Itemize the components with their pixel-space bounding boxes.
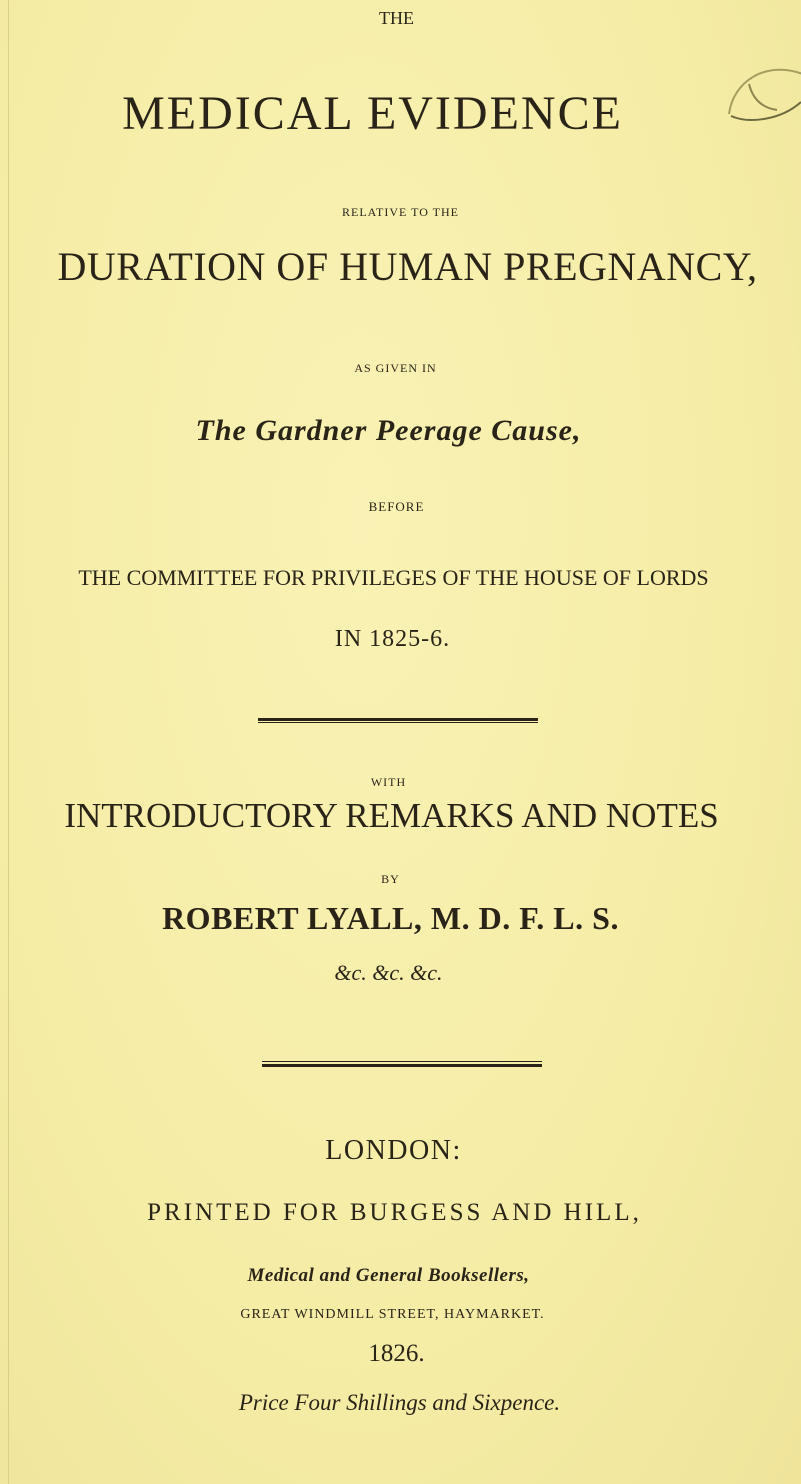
price-line: Price Four Shillings and Sixpence.	[238, 1390, 561, 1415]
title-article: THE	[379, 8, 414, 28]
imprint-publisher: PRINTED FOR BURGESS AND HILL,	[147, 1199, 642, 1226]
imprint-city: LONDON:	[325, 1135, 462, 1166]
case-name: The Gardner Peerage Cause,	[195, 414, 582, 447]
imprint-year: 1826.	[368, 1340, 425, 1367]
with-label: WITH	[370, 775, 407, 789]
page-edge-line	[8, 0, 9, 1484]
etc-text: &c. &c. &c.	[334, 960, 443, 985]
divider-rule-thin	[258, 722, 538, 723]
remarks-heading: INTRODUCTORY REMARKS AND NOTES	[64, 796, 719, 835]
before-label: BEFORE	[368, 499, 425, 514]
imprint-trade: Medical and General Booksellers,	[247, 1265, 530, 1286]
book-title: MEDICAL EVIDENCE	[122, 87, 623, 140]
committee-name: THE COMMITTEE FOR PRIVILEGES OF THE HOUSE OF LORDS	[78, 565, 709, 590]
ink-stamp-mark	[719, 54, 801, 126]
divider-rule-thick-2	[262, 1064, 542, 1067]
imprint-address: GREAT WINDMILL STREET, HAYMARKET.	[240, 1307, 545, 1322]
divider-rule-thick	[258, 718, 538, 721]
subject-heading: DURATION OF HUMAN PREGNANCY,	[57, 244, 758, 289]
session-year: IN 1825-6.	[334, 626, 451, 652]
author-name: ROBERT LYALL, M. D. F. L. S.	[162, 900, 619, 936]
as-given-label: AS GIVEN IN	[354, 361, 437, 375]
divider-rule-thin-2	[262, 1061, 542, 1062]
relative-to-label: RELATIVE TO THE	[342, 205, 459, 219]
by-label: BY	[381, 872, 400, 886]
